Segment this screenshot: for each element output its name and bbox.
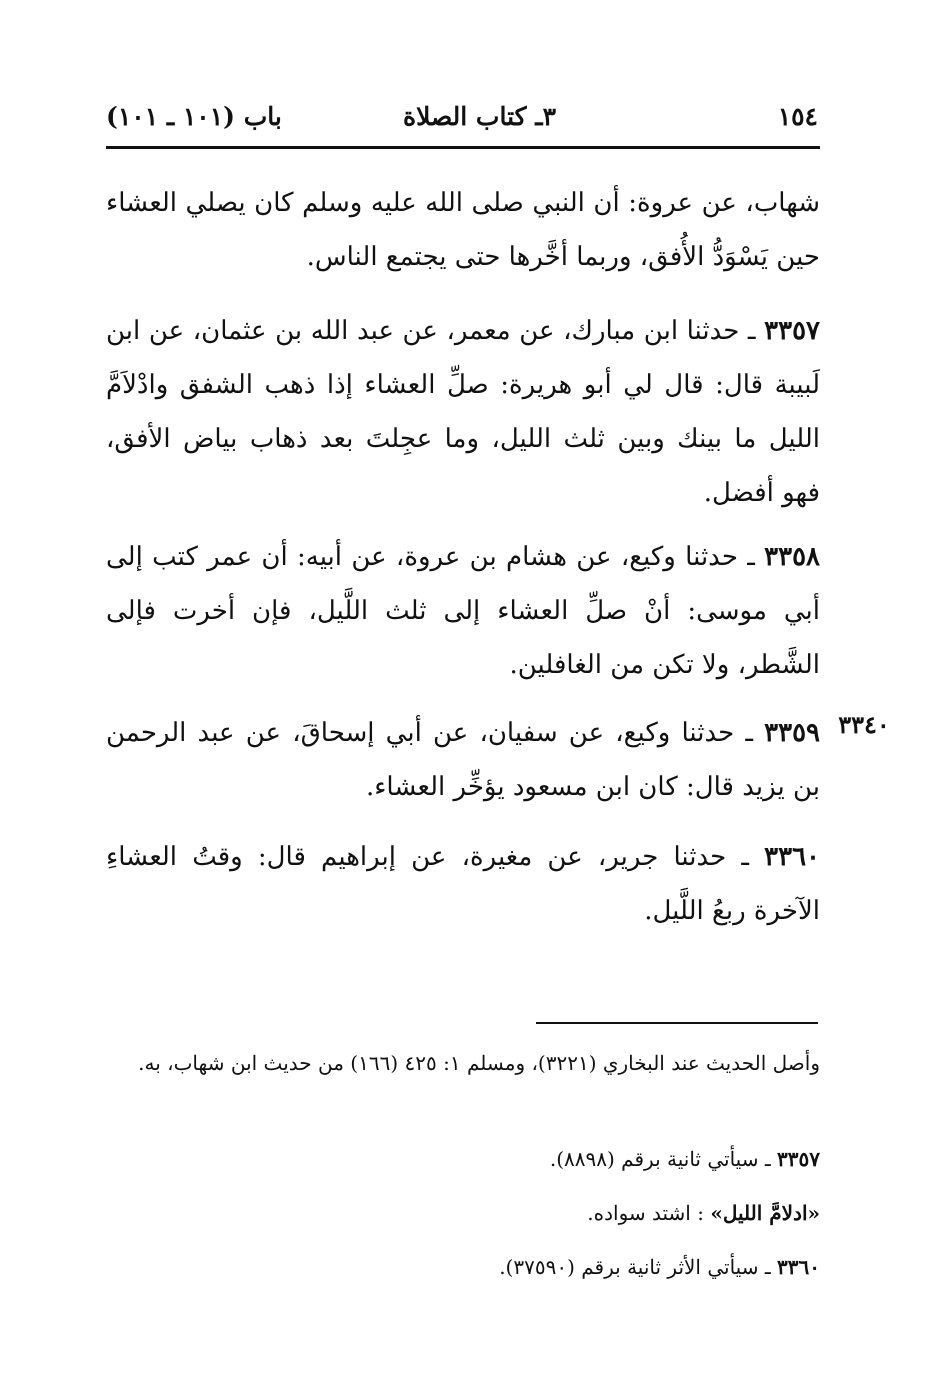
margin-cross-reference: ٣٣٤٠ <box>838 710 890 739</box>
continuation-paragraph: شهاب، عن عروة: أن النبي صلى الله عليه وسلم كان يصلي العشاء حين يَسْوَدُّ الأُفق، وربما أخَّرها حتى يجتمع الناس. <box>106 188 820 272</box>
book-title: ٣ـ كتاب الصلاة <box>402 102 556 131</box>
footnote-rule <box>536 1022 818 1024</box>
running-header <box>106 98 818 142</box>
glossed-term: «ادلامَّ الليل» <box>710 1201 820 1225</box>
chapter-range: باب (١٠١ ـ ١٠١) <box>106 102 282 131</box>
footnote-3360 <box>106 1244 820 1290</box>
hadith-text: ـ حدثنا وكيع، عن هشام بن عروة، عن أبيه: أن عمر كتب إلى أبي موسى: أنْ صلِّ العشاء إلى ثلث اللَّيل، فإن أخرت فإلى الشَّطر، ولا تكن من الغافلين. <box>106 542 821 680</box>
header-rule <box>106 146 820 149</box>
gloss-text: : اشتد سواده. <box>587 1201 704 1225</box>
hadith-text: ـ حدثنا وكيع، عن سفيان، عن أبي إسحاقَ، عن عبد الرحمن بن يزيد قال: كان ابن مسعود يؤخِّر العشاء. <box>106 718 820 802</box>
footnote-gloss <box>106 1190 820 1236</box>
hadith-3359 <box>106 706 820 814</box>
footnote-text: ـ سيأتي الأثر ثانية برقم (٣٧٥٩٠). <box>499 1255 771 1279</box>
hadith-number: ٣٣٦٠ <box>764 842 820 872</box>
footnote-3357 <box>106 1136 820 1182</box>
hadith-number: ٣٣٥٩ <box>764 718 820 748</box>
footnote-text: ـ سيأتي ثانية برقم (٨٨٩٨). <box>549 1147 771 1171</box>
footnote-number: ٣٣٦٠ <box>777 1255 820 1279</box>
hadith-3360 <box>106 830 820 938</box>
page-number: ١٥٤ <box>777 102 818 131</box>
hadith-number: ٣٣٥٧ <box>764 316 821 346</box>
hadith-number: ٣٣٥٨ <box>764 542 820 572</box>
hadith-3357 <box>106 304 820 520</box>
hadith-text: ـ حدثنا ابن مبارك، عن معمر، عن عبد الله بن عثمان، عن ابن لَبيبة قال: قال لي أبو هريرة: صلِّ العشاء إذا ذهب الشفق وادْلاَمَّ الليل ما بينك وبين ثلث الليل، وما عجِلتَ بعد ذهاب بياض الأفق، فهو أفضل. <box>106 316 820 508</box>
footnote-source: وأصل الحديث عند البخاري (٣٢٢١)، ومسلم ١: ٤٢٥ (١٦٦) من حديث ابن شهاب، به. <box>138 1051 820 1075</box>
hadith-text: ـ حدثنا جرير، عن مغيرة، عن إبراهيم قال: وقتُ العشاءِ الآخرة ربعُ اللَّيل. <box>106 842 820 926</box>
footnote-number: ٣٣٥٧ <box>777 1147 820 1171</box>
hadith-3358 <box>106 530 820 692</box>
